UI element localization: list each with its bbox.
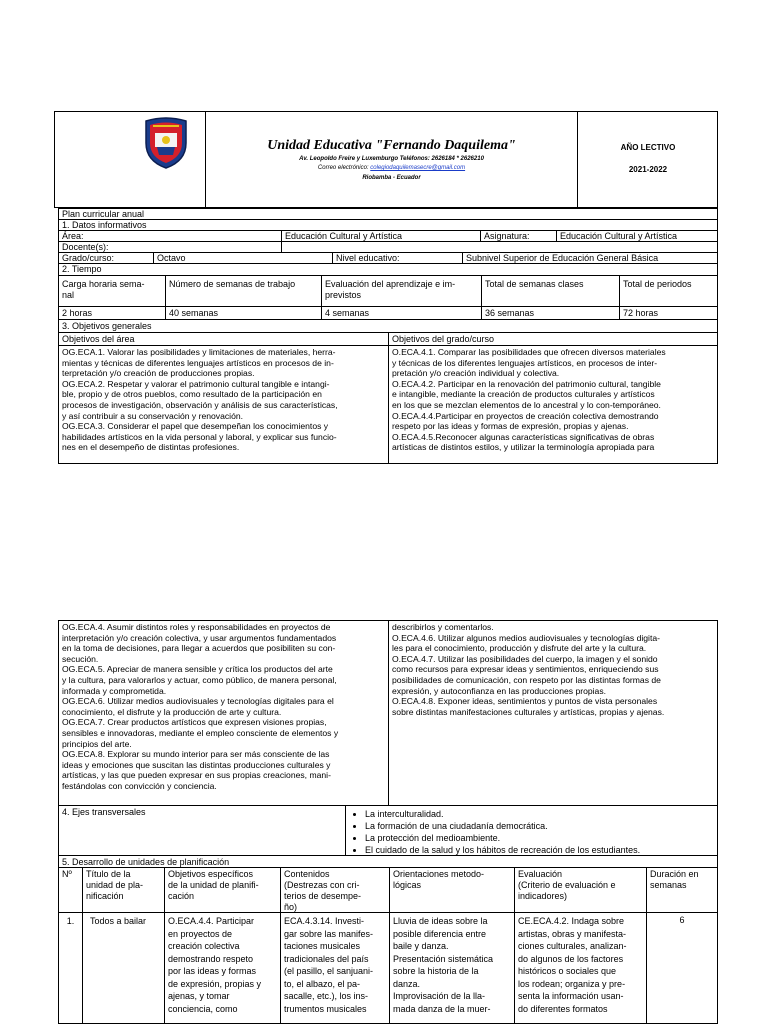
grado-value: Octavo [153, 252, 333, 264]
units-header-titulo: Título de la unidad de pla- nificación [82, 867, 165, 913]
nivel-value: Subnivel Superior de Educación General Básica [462, 252, 718, 264]
unit-1-orientaciones: Lluvia de ideas sobre la posible diferencia entre baile y danza. Presentación sistemática sobre la historia de la danza. Improvisación de la lla- mada danza de la muer- [389, 912, 515, 1024]
unit-1-titulo: Todos a bailar [82, 912, 165, 1024]
email-label: Correo electrónico: [317, 165, 369, 171]
docente-label: Docente(s): [58, 241, 282, 253]
obj-grado-text-continued: describirlos y comentarlos. O.ECA.4.6. Utilizar algunos medios audiovisuales y tecnologías digita- les para el conocimiento, producción y disfrute del arte y la cultura. O.ECA.4.7. Utilizar las posibilidades del cuerpo, la imagen y el sonido como recursos para expresar ideas y sentimientos, enriqueciendo sus posibilidades de comunicación, con respeto por las distintas formas de expresión, y autoconfianza en las producciones propias. O.ECA.4.8. Exponer ideas, sentimientos y puntos de vista personales sobre distintas manifestaciones culturales y artísticas, propias y ajenas. [388, 620, 718, 806]
tiempo-header-carga-2: nal [62, 290, 75, 300]
units-header-duracion: Duración en semanas [646, 867, 718, 913]
unit-1-contenidos: ECA.4.3.14. Investi- gar sobre las manifes- taciones musicales tradicionales del país (el pasillo, el sanjuani- to, el albazo, el pa- sacalle, etc.), los ins- trumentos musicales [280, 912, 390, 1024]
section-4-title: 4. Ejes transversales [58, 805, 346, 856]
tiempo-value-total-periodos: 72 horas [619, 306, 718, 320]
email-link[interactable]: colegiodaquilemasecre@gmail.com [370, 165, 466, 171]
units-header-orientaciones: Orientaciones metodo- lógicas [389, 867, 515, 913]
obj-grado-header: Objetivos del grado/curso [388, 332, 718, 346]
school-address: Av. Leopoldo Freire y Luxemburgo Teléfonos: 2626184 * 2626210 [299, 156, 484, 162]
area-label: Área: [58, 230, 282, 242]
eje-item: • La protección del medioambiente. [365, 832, 714, 844]
obj-grado-text: O.ECA.4.1. Comparar las posibilidades que ofrecen diversos materiales y técnicas de los diferentes lenguajes artísticos, en procesos de inter- pretación y/o creación individual y colectiva. O.ECA.4.2. Participar en la renovación del patrimonio cultural, tangible e intangible, mediante la creación de productos culturales y artísticos en los que se mezclan elementos de lo ancestral y lo con-temporáneo. O.ECA.4.4.Participar en proyectos de creación colectiva demostrando respeto por las ideas y formas de expresión, propias y ajenas. O.ECA.4.5.Reconocer algunas características significativas de obras artísticas de distintos estilos, y utilizar la terminología apropiada para [388, 345, 718, 464]
asignatura-value: Educación Cultural y Artística [556, 230, 718, 242]
tiempo-header-total-periodos: Total de periodos [619, 275, 718, 307]
area-value: Educación Cultural y Artística [281, 230, 481, 242]
obj-area-text: OG.ECA.1. Valorar las posibilidades y limitaciones de materiales, herra- mientas y técnicas de diferentes lenguajes artísticos en procesos de in- terpretación y/o creación de producciones propias. OG.ECA.2. Respetar y valorar el patrimonio cultural tangible e intangi- ble, propio y de otros pueblos, como resultado de la participación en procesos de investigación, observación y análisis de sus características, y así contribuir a su conservación y renovación. OG.ECA.3. Considerar el papel que desempeñan los conocimientos y habilidades artísticos en la vida personal y laboral, y explicar sus funcio- nes en el desempeño de distintas profesiones. [58, 345, 389, 464]
asignatura-label: Asignatura: [480, 230, 557, 242]
unit-1-duracion: 6 [646, 912, 718, 1024]
tiempo-header-carga-1: Carga horaria sema- [62, 279, 145, 289]
section-5-title: 5. Desarrollo de unidades de planificación [58, 855, 718, 868]
units-header-num: Nº [58, 867, 83, 913]
obj-area-header: Objetivos del área [58, 332, 389, 346]
tiempo-value-semanas: 40 semanas [165, 306, 322, 320]
school-email-line [206, 165, 577, 171]
tiempo-header-evaluacion: Evaluación del aprendizaje e im- previstos [321, 275, 482, 307]
unit-1-evaluacion: CE.ECA.4.2. Indaga sobre artistas, obras y manifesta- ciones culturales, analizan- do algunos de los factores históricos o sociales que los rodean; organiza y pre- senta la información usan- do diferentes formatos [514, 912, 647, 1024]
grado-label: Grado/curso: [58, 252, 154, 264]
year-label: AÑO LECTIVO [620, 143, 676, 152]
units-header-objetivos: Objetivos específicos de la unidad de planifi- cación [164, 867, 281, 913]
ejes-list [345, 805, 718, 856]
obj-area-text-continued: OG.ECA.4. Asumir distintos roles y responsabilidades en proyectos de interpretación y/o creación colectiva, y usar argumentos fundamentados en la toma de decisiones, para llegar a acuerdos que posibiliten su con- secución. OG.ECA.5. Apreciar de manera sensible y crítica los productos del arte y la cultura, para valorarlos y actuar, como público, de manera personal, informada y comprometida. OG.ECA.6. Utilizar medios audiovisuales y tecnologías digitales para el conocimiento, el disfrute y la producción de arte y cultura. OG.ECA.7. Crear productos artísticos que expresen visiones propias, sensibles e innovadoras, mediante el empleo consciente de elementos y principios del arte. OG.ECA.8. Explorar su mundo interior para ser más consciente de las ideas y emociones que suscitan las distintas producciones culturales y artísticas, y las que pueden expresar en sus propias creaciones, mani- festándolas con convicción y conciencia. [58, 620, 389, 806]
section-3-title: 3. Objetivos generales [58, 319, 718, 333]
header-divider-right [577, 111, 578, 208]
school-city: Riobamba - Ecuador [362, 175, 421, 181]
section-1-title: 1. Datos informativos [58, 219, 718, 231]
tiempo-header-total-semanas: Total de semanas clases [481, 275, 620, 307]
units-header-contenidos: Contenidos (Destrezas con cri- terios de desempe- ño) [280, 867, 390, 913]
year-value: 2021-2022 [628, 165, 668, 174]
eje-item: • El cuidado de la salud y los hábitos de recreación de los estudiantes. [365, 844, 714, 856]
eje-item: • La interculturalidad. [365, 808, 714, 820]
tiempo-value-carga: 2 horas [58, 306, 166, 320]
units-header-evaluacion: Evaluación (Criterio de evaluación e indicadores) [514, 867, 647, 913]
section-2-title: 2. Tiempo [58, 263, 718, 276]
tiempo-value-total-semanas: 36 semanas [481, 306, 620, 320]
unit-1-num: 1. [58, 912, 83, 1024]
unit-1-objetivos: O.ECA.4.4. Participar en proyectos de creación colectiva demostrando respeto por las ideas y formas de expresión, propias y ajenas, y tomar conciencia, como [164, 912, 281, 1024]
tiempo-header-carga [58, 275, 166, 307]
tiempo-value-evaluacion: 4 semanas [321, 306, 482, 320]
school-name: Unidad Educativa "Fernando Daquilema" [267, 138, 516, 153]
school-crest-logo [141, 117, 191, 169]
eje-item: • La formación de una ciudadanía democrática. [365, 820, 714, 832]
nivel-label: Nivel educativo: [332, 252, 463, 264]
tiempo-header-semanas: Número de semanas de trabajo [165, 275, 322, 307]
plan-title: Plan curricular anual [58, 208, 718, 220]
